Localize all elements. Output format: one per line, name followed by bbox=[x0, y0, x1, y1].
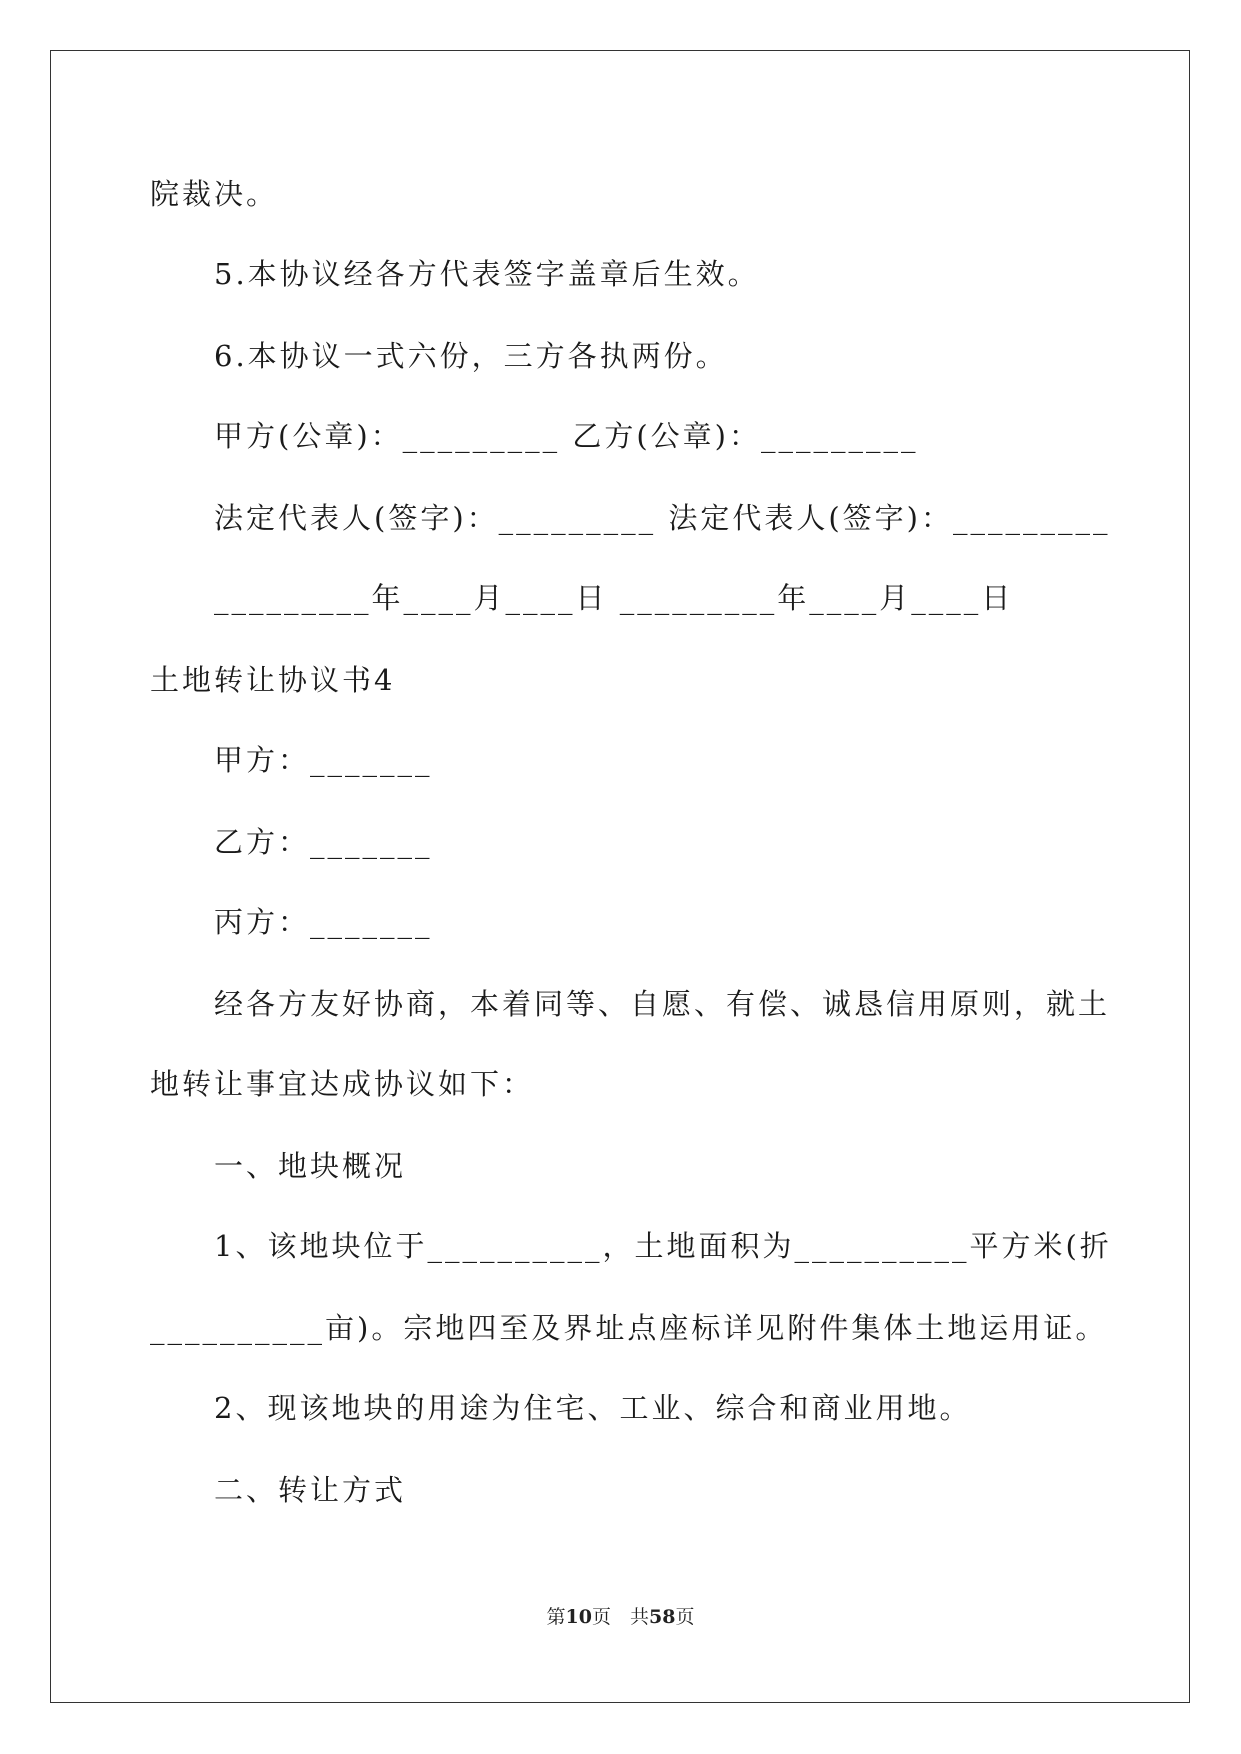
page-footer bbox=[0, 1604, 1241, 1630]
overview-item-1-cont: __________亩)。宗地四至及界址点座标详见附件集体土地运用证。 bbox=[150, 1311, 1108, 1345]
party-a-line: 甲方：_______ bbox=[214, 743, 433, 777]
heading-land-overview: 一、地块概况 bbox=[214, 1149, 407, 1183]
overview-item-2: 2、现该地块的用途为住宅、工业、综合和商业用地。 bbox=[214, 1391, 972, 1425]
preamble-line-2: 地转让事宜达成协议如下： bbox=[150, 1067, 535, 1101]
text-line-continuation: 院裁决。 bbox=[150, 177, 279, 211]
heading-transfer-method: 二、转让方式 bbox=[214, 1473, 407, 1507]
overview-item-1: 1、该地块位于__________，土地面积为__________平方米(折 bbox=[214, 1229, 1112, 1263]
footer-page-total: 58 bbox=[649, 1606, 676, 1628]
page-frame bbox=[50, 50, 1190, 1703]
footer-suffix: 页 bbox=[675, 1606, 695, 1628]
signature-seal-line: 甲方(公章)：_________ 乙方(公章)：_________ bbox=[214, 419, 919, 453]
section-title: 土地转让协议书4 bbox=[150, 663, 396, 697]
footer-mid: 页 共 bbox=[591, 1606, 649, 1628]
clause-5: 5.本协议经各方代表签字盖章后生效。 bbox=[214, 257, 760, 291]
footer-prefix: 第 bbox=[546, 1606, 566, 1628]
signature-date-line: _________年____月____日 _________年____月____日 bbox=[214, 581, 1014, 615]
clause-6: 6.本协议一式六份，三方各执两份。 bbox=[214, 339, 728, 373]
footer-page-number: 10 bbox=[565, 1606, 592, 1628]
party-c-line: 丙方：_______ bbox=[214, 905, 433, 939]
party-b-line: 乙方：_______ bbox=[214, 825, 433, 859]
preamble-line-1: 经各方友好协商，本着同等、自愿、有偿、诚恳信用原则，就土 bbox=[214, 987, 1111, 1021]
signature-representative-line: 法定代表人(签字)：_________ 法定代表人(签字)：_________ bbox=[214, 501, 1111, 535]
